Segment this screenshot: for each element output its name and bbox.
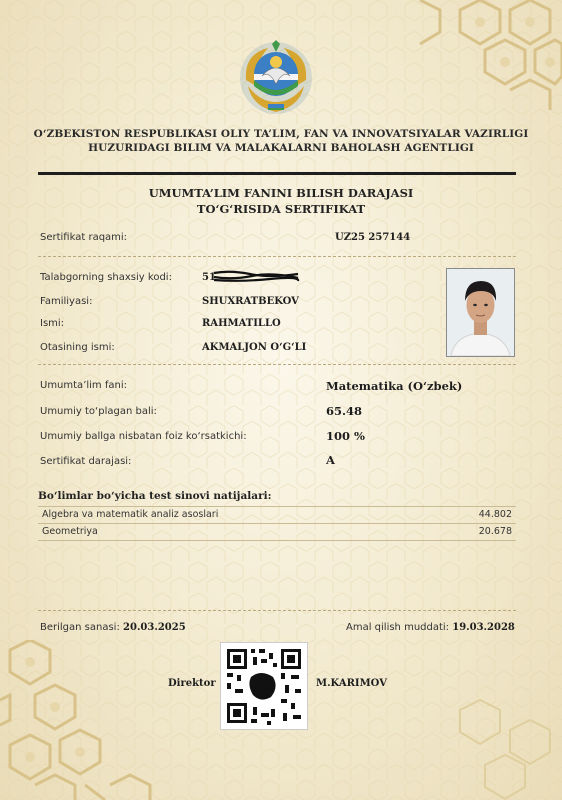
corner-ornament-bottom-right xyxy=(400,670,562,800)
divider-2 xyxy=(38,364,516,365)
student-photo xyxy=(446,268,515,357)
director-name: M.KARIMOV xyxy=(316,678,387,689)
percent-value: 100 % xyxy=(326,429,365,443)
certificate-title xyxy=(20,185,542,217)
divider-3 xyxy=(38,610,516,611)
director-label: Direktor xyxy=(168,678,216,689)
redaction-scribble xyxy=(200,268,300,284)
section-item-value: 44.802 xyxy=(478,509,512,520)
corner-ornament-top-right xyxy=(400,0,562,110)
score-value: 65.48 xyxy=(326,404,363,418)
pin-value: 51 xyxy=(202,272,216,283)
title-line-1: UMUMTA’LIM FANINI BILISH DARAJASI xyxy=(148,186,414,200)
issued-date xyxy=(40,622,186,633)
section-item-label: Algebra va matematik analiz asoslari xyxy=(42,509,219,520)
sections-line-3 xyxy=(38,540,516,541)
percent-label: Umumiy ballga nisbatan foiz ko‘rsatkichi: xyxy=(40,431,247,442)
divider-1 xyxy=(38,256,516,257)
pin-label: Talabgorning shaxsiy kodi: xyxy=(40,272,172,283)
ministry-line-2: HUZURIDAGI BILIM VA MALAKALARNI BAHOLASH AGENTLIGI xyxy=(88,142,474,154)
valid-value: 19.03.2028 xyxy=(452,622,515,633)
section-item-value: 20.678 xyxy=(478,526,512,537)
issued-label: Berilgan sanasi: xyxy=(40,622,120,633)
patronymic-label: Otasining ismi: xyxy=(40,342,115,353)
subject-label: Umumta’lim fani: xyxy=(40,380,127,391)
ministry-line-1: O‘ZBEKISTON RESPUBLIKASI OLIY TA’LIM, FAN VA INNOVATSIYALAR VAZIRLIGI xyxy=(33,128,529,140)
name-value: RAHMATILLO xyxy=(202,318,281,329)
sections-heading: Bo‘limlar bo‘yicha test sinovi natijalari: xyxy=(38,490,272,502)
patronymic-value: AKMALJON O‘G‘LI xyxy=(202,342,307,353)
valid-label: Amal qilish muddati: xyxy=(346,622,450,633)
qr-code-icon[interactable] xyxy=(220,642,308,730)
certificate-number-value: UZ25 257144 xyxy=(335,232,411,243)
sections-line-2 xyxy=(38,523,516,524)
surname-value: SHUXRATBEKOV xyxy=(202,296,299,307)
subject-value: Matematika (O‘zbek) xyxy=(326,379,463,393)
score-label: Umumiy to‘plagan bali: xyxy=(40,406,157,417)
section-item-label: Geometriya xyxy=(42,526,98,537)
name-label: Ismi: xyxy=(40,318,65,329)
student-portrait-photo xyxy=(447,269,514,356)
ministry-header xyxy=(20,127,542,155)
uzbekistan-state-emblem-icon xyxy=(238,40,314,116)
grade-label: Sertifikat darajasi: xyxy=(40,456,132,467)
issued-value: 20.03.2025 xyxy=(123,622,186,633)
sections-line-1 xyxy=(38,506,516,507)
valid-until xyxy=(346,622,515,633)
corner-ornament-bottom-left xyxy=(0,640,170,800)
certificate-number-label: Sertifikat raqami: xyxy=(40,232,128,243)
title-line-2: TO‘G‘RISIDA SERTIFIKAT xyxy=(196,202,366,216)
grade-value: A xyxy=(326,453,335,467)
surname-label: Familiyasi: xyxy=(40,296,93,307)
header-divider xyxy=(38,172,516,175)
